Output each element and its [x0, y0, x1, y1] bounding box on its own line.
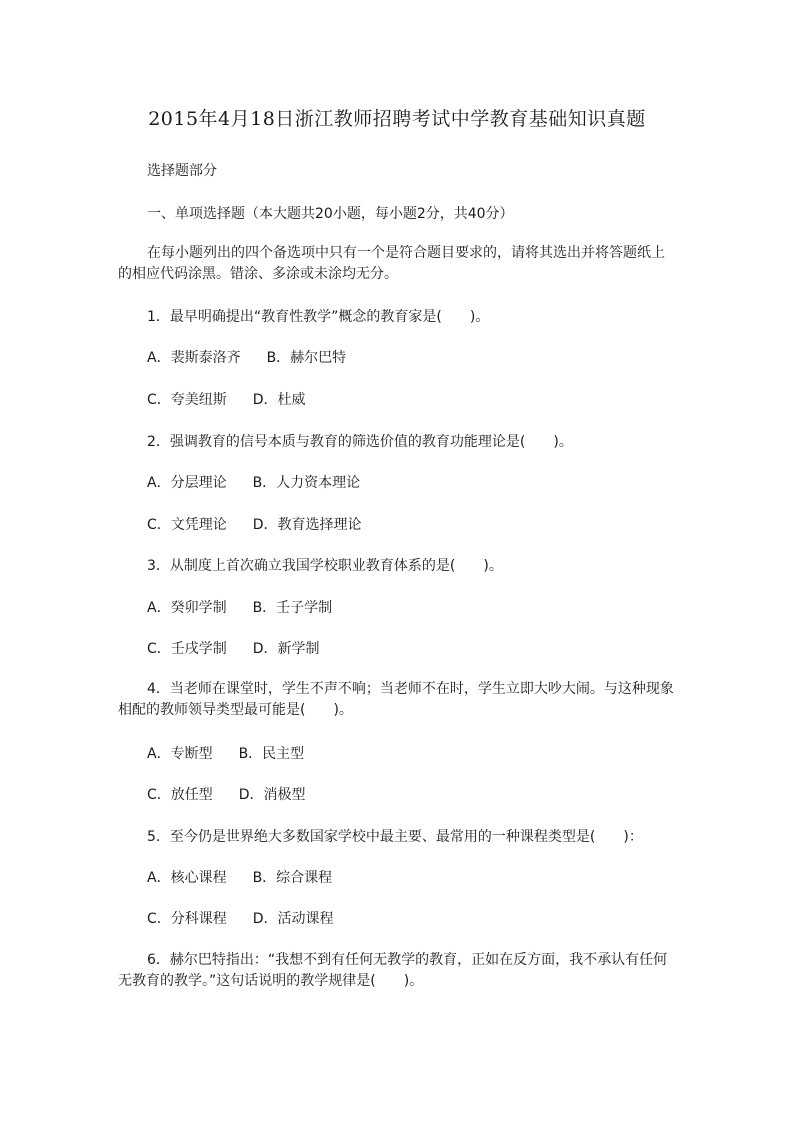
option-c: C．文凭理论: [147, 517, 227, 533]
option-b: B．人力资本理论: [252, 475, 361, 491]
question-5-stem: 5．至今仍是世界绝大多数国家学校中最主要、最常用的一种课程类型是( )：: [147, 829, 643, 845]
question-3-stem: 3．从制度上首次确立我国学校职业教育体系的是( )。: [147, 558, 503, 574]
question-6-stem: 6．赫尔巴特指出：“我想不到有任何无教学的教育，正如在反方面，我不承认有任何无教育的教学。”这句话说明的教学规律是( )。: [118, 952, 668, 989]
instructions: 在每小题列出的四个备选项中只有一个是符合题目要求的，请将其选出并将答题纸上的相应代码涂黑。错涂、多涂或未涂均无分。: [118, 245, 665, 282]
option-d: D．教育选择理论: [252, 517, 362, 533]
question-2-options-ab: [147, 472, 360, 492]
question-4-stem: 4．当老师在课堂时，学生不声不响；当老师不在时，学生立即大吵大闹。与这种现象相配的教师领导类型最可能是( )。: [118, 681, 674, 718]
part-heading: 一、单项选择题（本大题共20小题，每小题2分，共40分）: [147, 206, 514, 222]
question-1-stem: 1．最早明确提出“教育性教学”概念的教育家是( )。: [147, 309, 490, 325]
option-b: B．赫尔巴特: [266, 350, 347, 366]
question-3-options-ab: [147, 597, 332, 617]
option-a: A．癸卯学制: [147, 600, 227, 616]
question-1-options-ab: [147, 347, 346, 367]
option-a: A．专断型: [147, 746, 213, 762]
document-title: 2015年4月18日浙江教师招聘考试中学教育基础知识真题: [148, 108, 646, 130]
question-2-stem: 2．强调教育的信号本质与教育的筛选价值的教育功能理论是( )。: [147, 434, 573, 450]
question-1-options-cd: [147, 389, 306, 409]
question-5-options-ab: [147, 867, 332, 887]
option-d: D．新学制: [252, 641, 320, 657]
option-a: A．分层理论: [147, 475, 227, 491]
section-label: 选择题部分: [147, 163, 217, 179]
option-d: D．消极型: [238, 787, 306, 803]
option-b: B．综合课程: [252, 870, 333, 886]
option-c: C．分科课程: [147, 911, 227, 927]
option-c: C．放任型: [147, 787, 213, 803]
option-d: D．活动课程: [252, 911, 334, 927]
question-4-options-ab: [147, 743, 304, 763]
option-b: B．壬子学制: [252, 600, 333, 616]
option-c: C．夸美纽斯: [147, 392, 227, 408]
question-5-options-cd: [147, 908, 334, 928]
option-d: D．杜威: [252, 392, 306, 408]
option-c: C．壬戌学制: [147, 641, 227, 657]
question-3-options-cd: [147, 638, 320, 658]
question-2-options-cd: [147, 514, 362, 534]
option-a: A．核心课程: [147, 870, 227, 886]
option-b: B．民主型: [238, 746, 305, 762]
question-4-options-cd: [147, 784, 306, 804]
option-a: A．裴斯泰洛齐: [147, 350, 241, 366]
